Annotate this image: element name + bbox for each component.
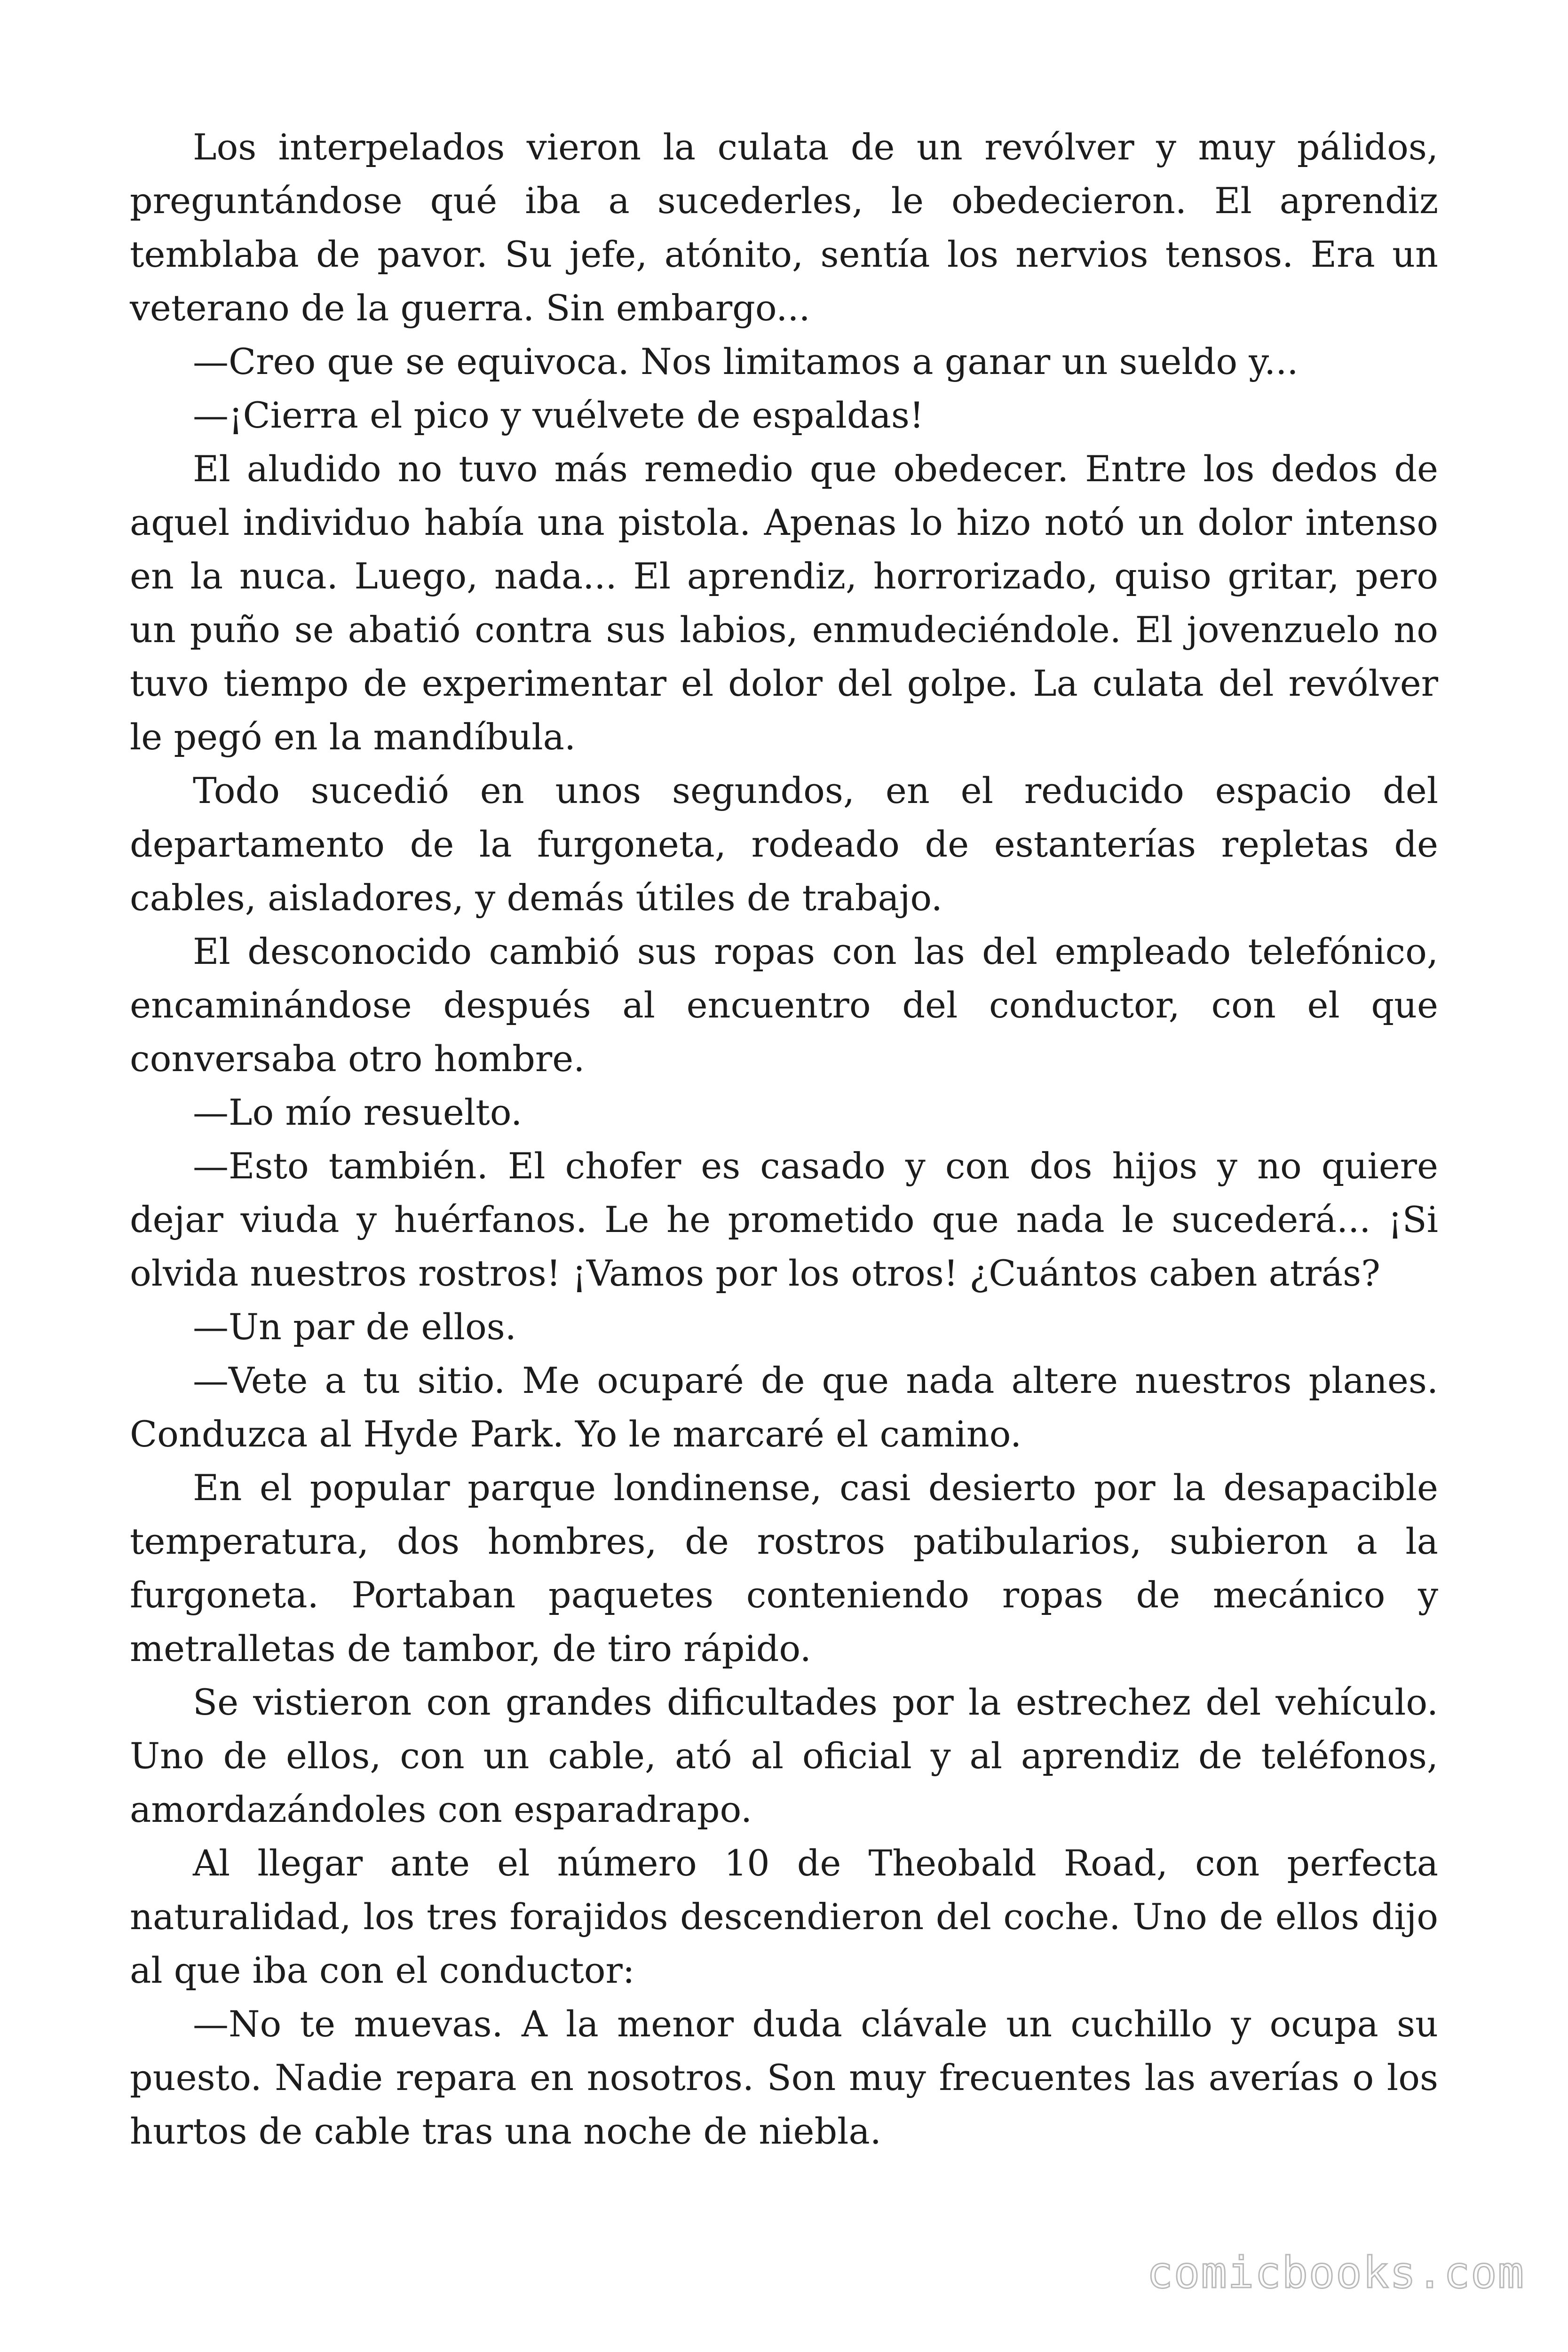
paragraph: —Un par de ellos.	[193, 1306, 516, 1348]
book-page	[130, 120, 1438, 2158]
paragraph: —No te muevas. A la menor duda clávale un cuchillo y ocupa su puesto. Nadie repara en nosotros. Son muy frecuentes las averías o los hurtos de cable tras una noche de niebla.	[130, 2003, 1438, 2152]
site-watermark: comicbooks.com	[1147, 2248, 1525, 2298]
paragraph: Al llegar ante el número 10 de Theobald Road, con perfecta naturalidad, los tres forajidos descendieron del coche. Uno de ellos dijo al que iba con el conductor:	[130, 1842, 1438, 1991]
paragraph: —Vete a tu sitio. Me ocuparé de que nada altere nuestros planes. Conduzca al Hyde Park. Yo le marcaré el camino.	[130, 1359, 1438, 1455]
paragraph: —Esto también. El chofer es casado y con dos hijos y no quiere dejar viuda y huérfanos. Le he prometido que nada le sucederá... ¡Si olvida nuestros rostros! ¡Vamos por los otros! ¿Cuántos caben atrás?	[130, 1145, 1438, 1294]
paragraph: —Creo que se equivoca. Nos limitamos a ganar un sueldo y...	[193, 341, 1299, 382]
paragraph: El desconocido cambió sus ropas con las del empleado telefónico, encaminándose después al encuentro del conductor, con el que conversaba otro hombre.	[130, 930, 1438, 1080]
paragraph: Todo sucedió en unos segundos, en el reducido espacio del departamento de la furgoneta, rodeado de estanterías repletas de cables, aisladores, y demás útiles de trabajo.	[130, 770, 1438, 919]
paragraph: —Lo mío resuelto.	[193, 1091, 523, 1133]
paragraph: Se vistieron con grandes dificultades por la estrechez del vehículo. Uno de ellos, con un cable, ató al oficial y al aprendiz de teléfonos, amordazándoles con esparadrapo.	[130, 1681, 1438, 1830]
paragraph: El aludido no tuvo más remedio que obedecer. Entre los dedos de aquel individuo había una pistola. Apenas lo hizo notó un dolor intenso en la nuca. Luego, nada... El aprendiz, horrorizado, quiso gritar, pero un puño se abatió contra sus labios, enmudeciéndole. El jovenzuelo no tuvo tiempo de experimentar el dolor del golpe. La culata del revólver le pegó en la mandíbula.	[130, 448, 1438, 758]
paragraph: En el popular parque londinense, casi desierto por la desapacible temperatura, dos hombres, de rostros patibularios, subieron a la furgoneta. Portaban paquetes conteniendo ropas de mecánico y metralletas de tambor, de tiro rápido.	[130, 1467, 1438, 1669]
paragraph: —¡Cierra el pico y vuélvete de espaldas!	[193, 394, 924, 436]
paragraph: Los interpelados vieron la culata de un revólver y muy pálidos, preguntándose qué iba a sucederles, le obedecieron. El aprendiz temblaba de pavor. Su jefe, atónito, sentía los nervios tensos. Era un veterano de la guerra. Sin embargo...	[130, 126, 1438, 329]
